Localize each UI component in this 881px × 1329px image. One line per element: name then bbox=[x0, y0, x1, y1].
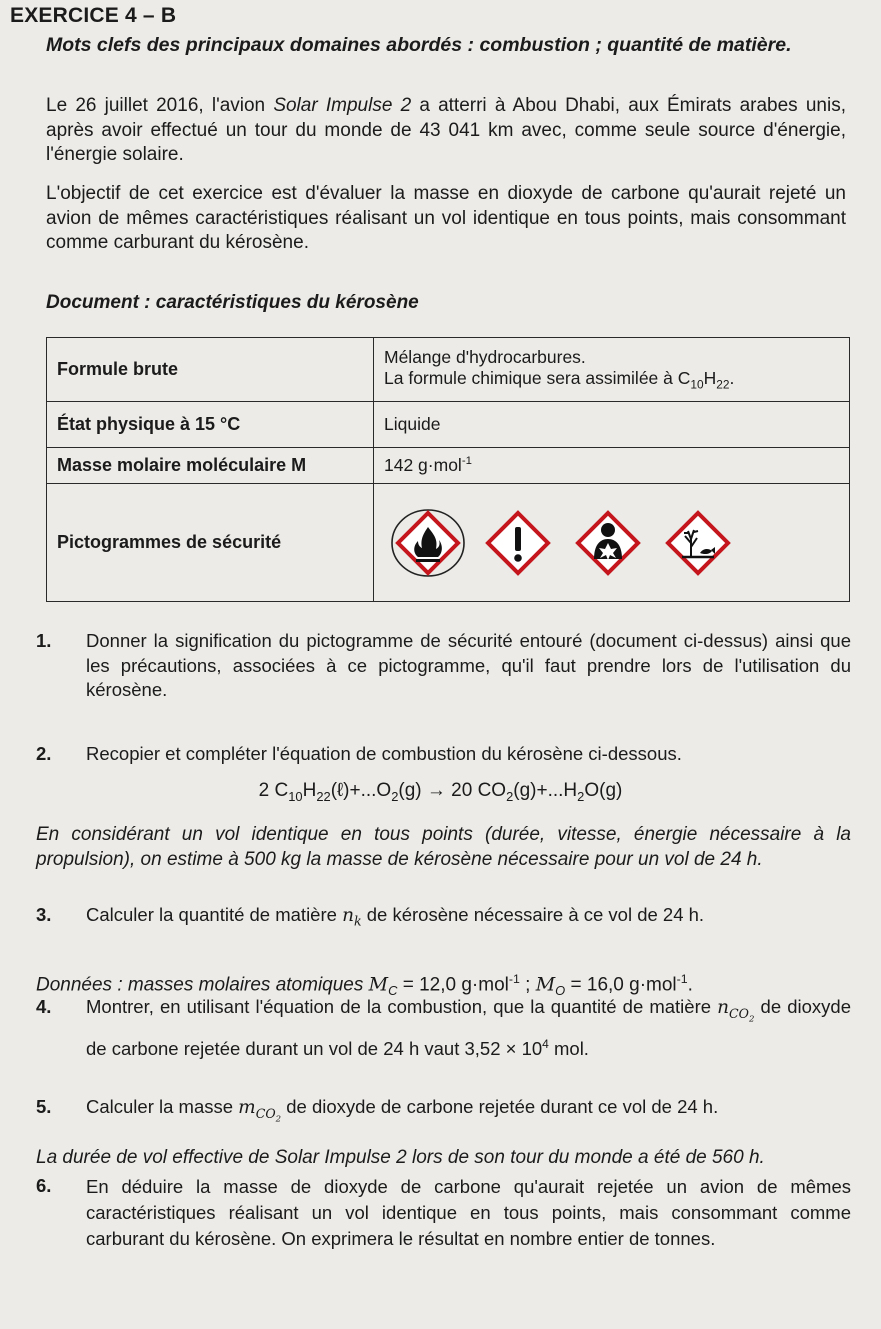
health-hazard-icon bbox=[568, 503, 648, 583]
row-label: État physique à 15 °C bbox=[47, 402, 374, 448]
row-value: Mélange d'hydrocarbures. La formule chimique sera assimilée à $C_{10}H_{22}$. bbox=[374, 338, 850, 402]
statement-560h: La durée de vol effective de Solar Impulse 2 lors de son tour du monde a été de 560 h. bbox=[36, 1147, 765, 1168]
row-value: 142 g·mol$^{-1}$ bbox=[374, 448, 850, 484]
row-label: Pictogrammes de sécurité bbox=[47, 484, 374, 602]
intro-paragraph-2: L'objectif de cet exercice est d'évaluer la masse en dioxyde de carbone qu'aurait rejeté un avion de mêmes caractéristiques réalisant un vol identique en tous points, mais consommant comme carburant du kérosène. bbox=[46, 183, 846, 253]
pictogram-cell bbox=[374, 484, 850, 602]
row-value: Liquide bbox=[374, 402, 850, 448]
intro-paragraph-1: Le 26 juillet 2016, l'avion Solar Impulse 2 a atterri à Abou Dhabi, aux Émirats arabes unis, après avoir effectué un tour du monde de 43 041 km avec, comme seule source d'énergie, l'énergie solaire. bbox=[46, 95, 847, 165]
exclamation-icon bbox=[478, 503, 558, 583]
question-1: 1. Donner la signification du pictogramme de sécurité entouré (document ci-dessus) ainsi que les précautions, associées à ce pictogramme, qu'il faut prendre lors de l'utilisation du kérosène. bbox=[36, 630, 851, 700]
exercise-title: EXERCICE 4 – B bbox=[10, 4, 177, 27]
table-row bbox=[47, 338, 850, 402]
question-4: 4. Montrer, en utilisant l'équation de la combustion, que la quantité de matière $n_{CO_2}$ de dioxyde de carbone rejetée durant un vol de 24 h vaut $3,52 \times 10^4$ mol. bbox=[36, 996, 851, 1059]
combustion-equation: 2 $C_{10}H_{22}(\ell)+...O_2(g) \to 20$ $CO_2(g)+...H_2O(g)$ bbox=[258, 780, 623, 804]
question-2: 2. Recopier et compléter l'équation de combustion du kérosène ci-dessous. bbox=[36, 743, 682, 764]
keywords-line: Mots clefs des principaux domaines abordés : combustion ; quantité de matière. bbox=[46, 34, 792, 56]
flame-icon bbox=[388, 503, 468, 583]
row-label: Formule brute bbox=[47, 338, 374, 402]
kerosene-table bbox=[46, 337, 850, 602]
statement-500kg: En considérant un vol identique en tous points (durée, vitesse, énergie nécessaire à la propulsion), on estime à 500 kg la masse de kérosène nécessaire pour un vol de 24 h. bbox=[36, 824, 851, 870]
question-5: 5. Calculer la masse $m_{CO_2}$ de dioxyde de carbone rejetée durant ce vol de 24 h. bbox=[36, 1096, 719, 1125]
environment-icon bbox=[658, 503, 738, 583]
table-row bbox=[47, 448, 850, 484]
row-label: Masse molaire moléculaire M bbox=[47, 448, 374, 484]
table-row bbox=[47, 402, 850, 448]
data-line: Données : masses molaires atomiques $M_C = 12,0$ g·mol$^{-1}$ ; $M_O = 16,0$ g·mol$^{-1}$. bbox=[36, 972, 693, 999]
table-row bbox=[47, 484, 850, 602]
question-6: 6. En déduire la masse de dioxyde de carbone qu'aurait rejetée un avion de mêmes caractéristiques réalisant un vol identique en tous points, mais consommant comme carburant du kérosène. On exprimera le résultat en nombre entier de tonnes. bbox=[36, 1175, 851, 1249]
document-title: Document : caractéristiques du kérosène bbox=[46, 292, 419, 313]
question-3: 3. Calculer la quantité de matière $n_k$ de kérosène nécessaire à ce vol de 24 h. bbox=[36, 904, 705, 929]
plane-name: Solar Impulse 2 bbox=[273, 95, 412, 116]
